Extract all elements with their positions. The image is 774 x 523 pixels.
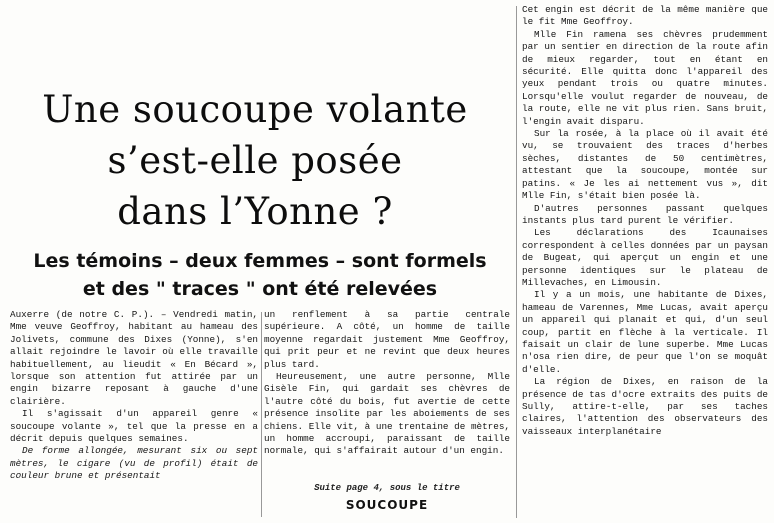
article-paragraph: Sur la rosée, à la place où il avait été vu, se trouvaient des traces d'herbes sèches, distantes de 50 centimètres, attestant que la soucoupe, montée sur patins. « Je les ai nettement vus », dit Mlle Fin, s'était bien posée là. <box>522 128 768 202</box>
article-paragraph: Il s'agissait d'un appareil genre « soucoupe volante », tel que la presse en a décrit depuis quelques semaines. <box>10 408 258 445</box>
article-paragraph: Les déclarations des Icaunaises correspondent à celles données par un paysan de Bugeat, qui aperçut un engin et une personne identiques sur le plateau de Millevaches, en Limousin. <box>522 227 768 288</box>
column-divider <box>516 6 517 518</box>
subheadline-line: Les témoins – deux femmes – sont formels <box>33 250 487 272</box>
article-column-1 <box>10 309 258 483</box>
article-column-3 <box>522 4 768 438</box>
column-divider <box>261 312 262 517</box>
article-paragraph: D'autres personnes passant quelques instants plus tard purent le vérifier. <box>522 202 768 226</box>
continued-note: Suite page 4, sous le titre <box>314 483 460 493</box>
headline-line: dans l’Yonne ? <box>117 190 393 233</box>
article-paragraph: Auxerre (de notre C. P.). – Vendredi matin, Mme veuve Geoffroy, habitant au hameau des Jolivets, commune des Dixes (Yonne), s'en allait rejoindre le lavoir où elle travaille habituellement, au lieudit « En Bécard », lorsque son attention fut attirée par un engin bizarre reposant à gauche d'une clairière. <box>10 309 258 407</box>
headline-line: s’est-elle posée <box>107 139 403 182</box>
continued-title: SOUCOUPE <box>345 498 429 512</box>
article-paragraph: Il y a un mois, une habitante de Dixes, hameau de Varennes, Mme Lucas, avait aperçu un appareil qui planait et qui, d'un seul coup, partit en flèche à la verticale. Il faisait un clair de lune superbe. Mme Lucas n'osa rien dire, de peur que l'on se moquât d'elle. <box>522 289 768 375</box>
article-paragraph: Cet engin est décrit de la même manière que le fit Mme Geoffroy. <box>522 4 768 28</box>
subheadline-line: et des " traces " ont été relevées <box>82 278 438 300</box>
article-paragraph: Mlle Fin ramena ses chèvres prudemment par un sentier en direction de la route afin de mieux regarder, tout en étant en sécurité. Elle quitta donc l'appareil des yeux pendant trois ou quatre minutes. Lorsqu'elle voulut regarder de nouveau, de la route, elle ne vit plus rien. Sans bruit, l'engin avait disparu. <box>522 28 768 127</box>
headline-line: Une soucoupe volante <box>42 88 468 131</box>
article-paragraph: Heureusement, une autre personne, Mlle Gisèle Fin, qui gardait ses chèvres de l'autre côté du bois, fut avertie de cette présence insolite par les aboiements de ses chiens. Elle vit, à une trentaine de mètres, un homme accroupi, paraissant de taille normale, qui s'affairait autour d'un engin. <box>264 371 510 457</box>
article-column-2 <box>264 309 510 458</box>
headline <box>0 84 510 237</box>
article-paragraph: un renflement à sa partie centrale supérieure. A côté, un homme de taille moyenne regardait justement Mme Geoffroy, qui prit peur et ne revint que deux heures plus tard. <box>264 309 510 370</box>
subheadline <box>0 247 520 303</box>
article-paragraph: De forme allongée, mesurant six ou sept mètres, le cigare (vu de profil) était de couleur brune et présentait <box>10 445 258 482</box>
article-paragraph: La région de Dixes, en raison de la présence de tas d'ocre extraits des puits de Sully, attire-t-elle, par ses taches claires, l'attention des observateurs des vaisseaux interplanétaire <box>522 376 768 437</box>
